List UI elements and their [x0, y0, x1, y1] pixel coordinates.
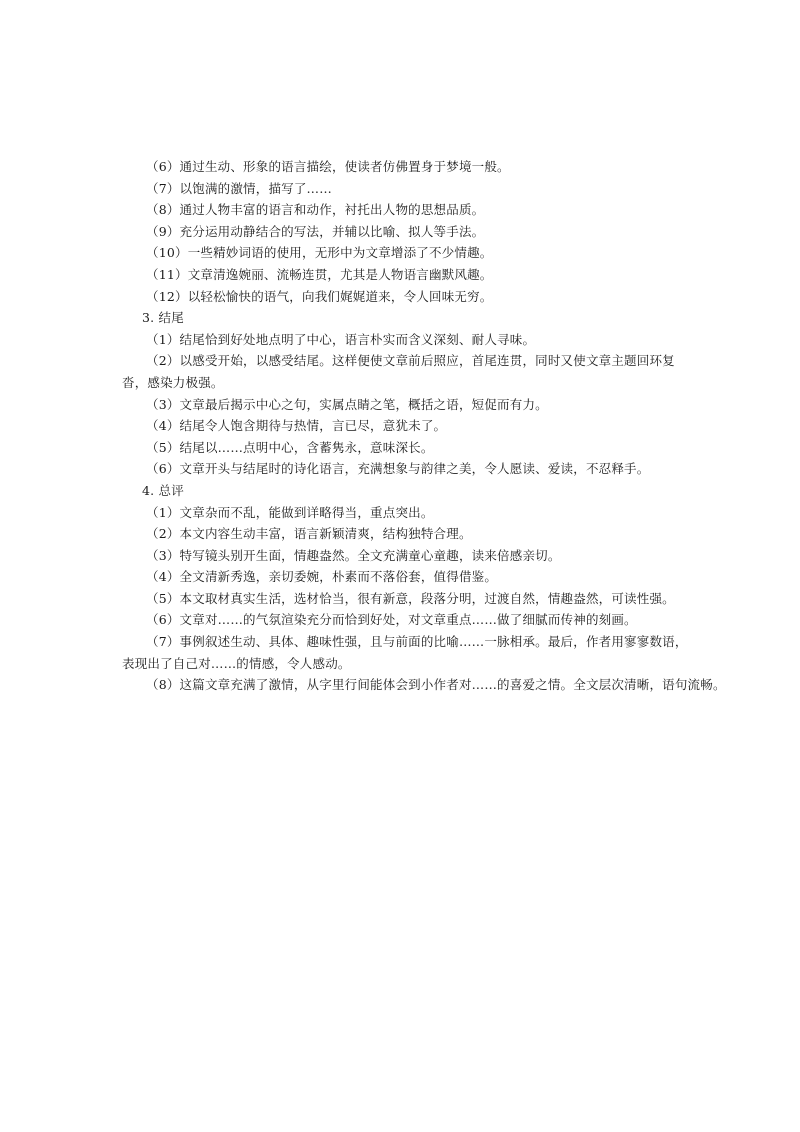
ending-item-2: （2）以感受开始，以感受结尾。这样便使文章前后照应，首尾连贯，同时又使文章主题回环复沓，感染力极强。 — [122, 353, 675, 390]
summary-item-8: （8）这篇文章充满了激情，从字里行间能体会到小作者对……的喜爱之情。全文层次清晰，语句流畅。 — [146, 677, 726, 693]
ending-item-5: （5）结尾以……点明中心，含蓄隽永，意味深长。 — [146, 439, 434, 455]
ending-item-3: （3）文章最后揭示中心之句，实属点睛之笔，概括之语，短促而有力。 — [146, 396, 548, 412]
section-heading-summary: 4. 总评 — [142, 482, 184, 498]
summary-item-6: （6）文章对……的气氛渲染充分而恰到好处，对文章重点……做了细腻而传神的刻画。 — [146, 612, 637, 628]
ending-item-1: （1）结尾恰到好处地点明了中心，语言朴实而含义深刻、耐人寻味。 — [146, 331, 536, 347]
summary-item-5: （5）本文取材真实生活，选材恰当，很有新意，段落分明，过渡自然，情趣盎然，可读性强。 — [146, 590, 675, 606]
summary-item-2: （2）本文内容生动丰富，语言新颖清爽，结构独特合理。 — [146, 526, 472, 542]
body-item-10: （10）一些精妙词语的使用，无形中为文章增添了不少情趣。 — [146, 245, 493, 261]
summary-item-1: （1）文章杂而不乱，能做到详略得当，重点突出。 — [146, 504, 434, 520]
ending-item-4: （4）结尾令人饱含期待与热情，言已尽，意犹未了。 — [146, 418, 447, 434]
body-item-8: （8）通过人物丰富的语言和动作，衬托出人物的思想品质。 — [146, 202, 485, 218]
section-heading-ending: 3. 结尾 — [142, 310, 184, 326]
body-item-12: （12）以轻松愉快的语气，向我们娓娓道来，令人回味无穷。 — [146, 288, 493, 304]
document-text — [122, 156, 726, 696]
summary-item-4: （4）全文清新秀逸，亲切委婉，朴素而不落俗套，值得借鉴。 — [146, 569, 498, 585]
summary-item-3: （3）特写镜头别开生面，情趣盎然。全文充满童心童趣，读来倍感亲切。 — [146, 547, 561, 563]
body-item-7: （7）以饱满的激情，描写了…… — [146, 180, 332, 196]
summary-item-7: （7）事例叙述生动、具体、趣味性强，且与前面的比喻……一脉相承。最后，作者用寥寥数语，表现出了自己对……的情感，令人感动。 — [122, 634, 688, 671]
ending-item-6: （6）文章开头与结尾时的诗化语言，充满想象与韵律之美，令人愿读、爱读，不忍释手。 — [146, 461, 650, 477]
body-item-11: （11）文章清逸婉丽、流畅连贯，尤其是人物语言幽默风趣。 — [146, 266, 493, 282]
body-item-9: （9）充分运用动静结合的写法，并辅以比喻、拟人等手法。 — [146, 223, 485, 239]
body-item-6: （6）通过生动、形象的语言描绘，使读者仿佛置身于梦境一般。 — [146, 159, 510, 174]
